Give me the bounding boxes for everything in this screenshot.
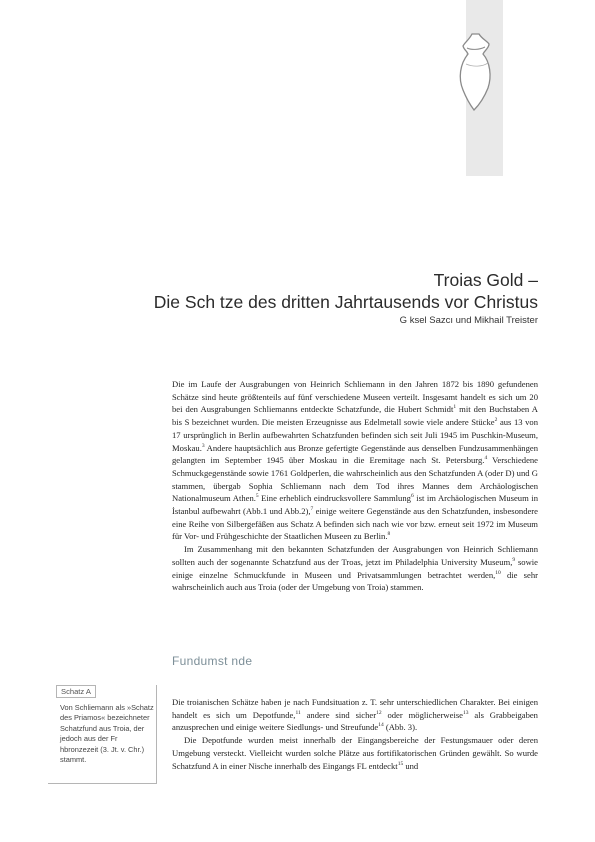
footnote-ref[interactable]: 9 [512,556,516,563]
footnote-ref[interactable]: 15 [397,760,404,767]
intro-paragraph-2: Im Zusammenhang mit den bekannten Schatzfunden der Ausgrabungen von Heinrich Schliemann sollten auch der sogenannte Schatzfund aus der Troas, jetzt im Philadelphia University Museum,$^9$ sowie einige einzelne Schmuckfunde in Museen und Privatsammlungen betrachtet werden,$^{10}$ die sehr wahrscheinlich auch aus Troia (oder der Umgebung von Troia) stammen. [172,544,539,593]
footnote-ref[interactable]: 10 [495,569,501,576]
footnote-ref[interactable]: 4 [484,455,488,462]
page-title [78,269,538,313]
footnote-ref[interactable]: 7 [310,506,314,513]
footnote-ref[interactable]: 1 [453,404,457,411]
footnote-ref[interactable]: 6 [410,493,414,500]
footnote-ref[interactable]: 14 [378,722,384,729]
footnote-ref[interactable]: 3 [201,442,205,449]
sidenote-text: Von Schliemann als »Schatz des Priamos« bezeichneter Schatzfund aus Troia, der jedoch aus der Fr hbronzezeit (3. Jt. v. Chr.) stammt. [60,703,154,765]
footnote-ref[interactable]: 12 [376,709,382,716]
section-text [172,696,538,772]
footnote-ref[interactable]: 8 [387,531,391,538]
amphora-icon [455,30,495,112]
authors: G ksel Sazcı und Mikhail Treister [399,315,538,326]
sidenote-label: Schatz A [56,685,96,698]
intro-paragraph-1: Die im Laufe der Ausgrabungen von Heinrich Schliemann in den Jahren 1872 bis 1890 gefundenen Schätze sind heute größtenteils auf fünf verschiedene Museen verteilt. Insgesamt handelt es sich um 20 bei den Ausgrabungen Schliemanns entdeckte Schatzfunde, die Hubert Schmidt$^1$ mit den Buchstaben A bis S bezeichnet wurden. Die meisten Erzeugnisse aus Edelmetall sowie viele andere Stücke$^2$ aus 13 von 17 ursprünglich in Berlin aufbewahrten Schatzfunden befinden sich seit Juli 1945 im Puschkin-Museum, Moskau.$^3$ Andere hauptsächlich aus Bronze gefertigte Gegenstände aus denselben Fundzusammenhängen gelangten im September 1945 über Moskau in die Eremitage nach St. Petersburg.$^4$ Verschiedene Schmuckgegenstände sowie 1761 Goldperlen, die wahrscheinlich aus den Schatzfunden A (oder D) und G stammen, übergab Sophia Schliemann nach dem Tod ihres Mannes dem Archäologischen Nationalmuseum Athen.$^5$ Eine erheblich eindrucksvollere Sammlung$^6$ ist im Archäologischen Museum in İstanbul aufbewahrt (Abb.1 und Abb.2),$^7$ einige weitere Gegenstände aus den Schatzfunden, insbesondere eine Reihe von Silbergefäßen aus Schatz A befinden sich nach wie vor bzw. erneut seit 1972 im Museum für Vor- und Frühgeschichte der Staatlichen Museen zu Berlin.$^8$ [172,379,539,542]
title-line-2: Die Sch tze des dritten Jahrtausends vor Christus [153,291,538,312]
footnote-ref[interactable]: 11 [295,709,301,716]
footnote-ref[interactable]: 2 [494,417,498,424]
paragraph: Die troianischen Schätze haben je nach Fundsituation z. T. sehr unterschiedlichen Charakter. Bei einigen handelt es sich um Depotfunde,$^{11}$ andere sind sicher$^{12}$ oder möglicherweise$^{13}$ als Grabbeigaben anzusprechen und einige weitere Siedlungs- und Streufunde$^{14}$ (Abb. 3). [172,697,538,733]
intro-text [172,378,538,594]
title-line-1: Troias Gold – [433,269,538,290]
paragraph: Die Depotfunde wurden meist innerhalb der Eingangsbereiche der Festungsmauer oder deren Umgebung versteckt. Vielleicht wurden solche Plätze aus fortifikatorischen Gründen gewählt. So wurde Schatzfund A in einer Nische innerhalb des Eingangs FL entdeckt$^{15}$ und [172,735,538,771]
footnote-ref[interactable]: 5 [255,493,259,500]
footnote-ref[interactable]: 13 [463,709,469,716]
section-heading: Fundumst nde [172,654,253,668]
